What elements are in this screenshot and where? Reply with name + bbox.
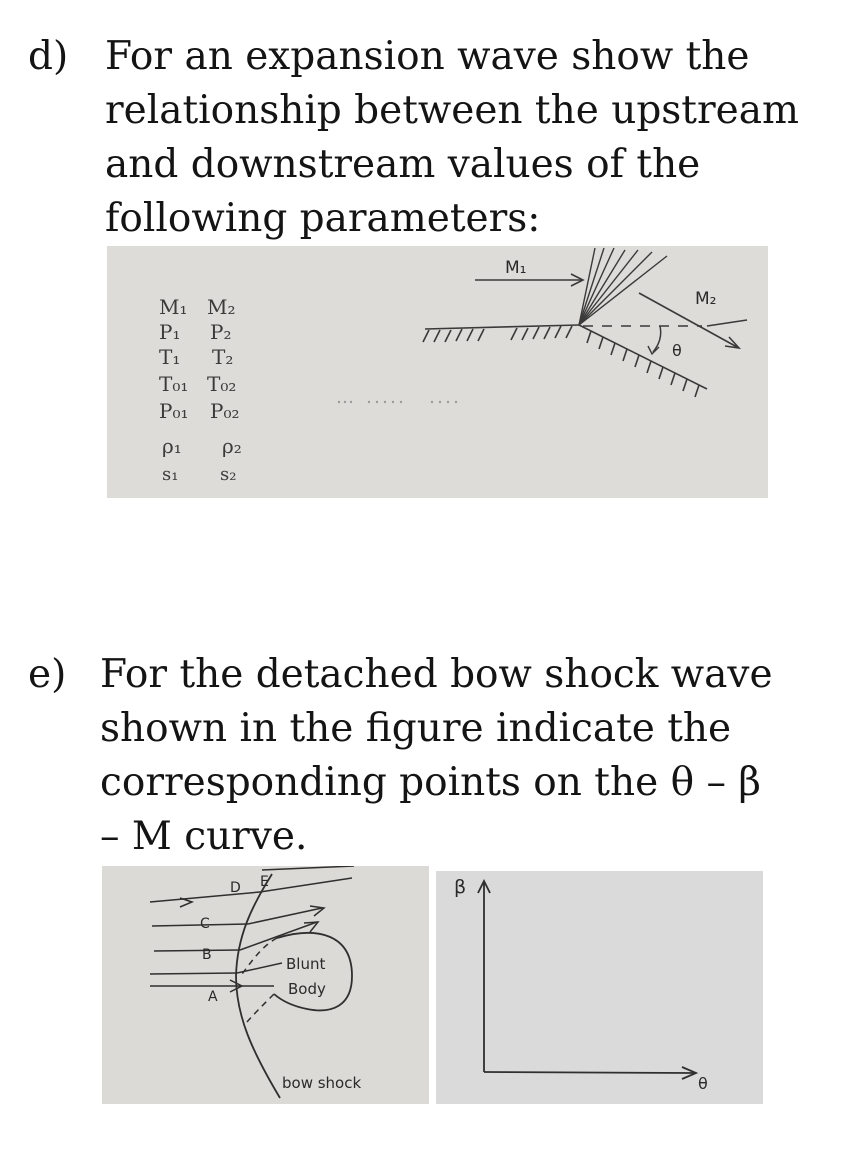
theta-label: θ [672,341,682,360]
param-upstream: s₁ [162,464,179,485]
param-upstream: T₁ [159,345,181,369]
sonic-line [247,994,274,1022]
downstream-arrow [639,293,739,348]
question-d-line: following parameters: [105,196,541,241]
param-upstream: P₁ [159,320,181,344]
expansion-wave-photo [107,246,768,498]
question-d-text [105,30,799,246]
m1-label: M₁ [505,258,527,278]
m2-label: M₂ [695,289,717,309]
question-e-text [100,648,773,864]
angle-arrowhead [648,346,659,354]
expansion-wave-sketch [107,246,768,498]
param-downstream: ρ₂ [222,434,242,458]
param-downstream: T₀₂ [207,372,237,396]
question-e-label: e) [28,652,67,697]
bow-shock-photo [102,866,429,1104]
y-axis-label: β [454,876,467,898]
streamlines [150,866,354,992]
param-upstream: M₁ [159,295,188,319]
m2-tick [707,320,747,326]
question-e-line: corresponding points on the θ – β [100,760,761,805]
param-downstream: M₂ [207,295,236,319]
param-downstream: P₂ [210,320,232,344]
param-upstream: T₀₁ [159,372,189,396]
question-e-line: shown in the figure indicate the [100,706,732,751]
blunt-label: Blunt [286,955,326,973]
angle-arc [653,326,661,352]
param-downstream: P₀₂ [210,399,240,423]
question-d-line: For an expansion wave show the [105,34,750,79]
point-c-label: C [200,916,210,932]
axes-lines [478,881,696,1079]
question-d-line: relationship between the upstream [105,88,799,133]
point-d-label: D [230,880,241,896]
theta-beta-axes-photo [436,871,763,1104]
point-b-label: B [202,947,212,963]
bow-shock-sketch [102,866,429,1104]
faint-dots [338,401,457,403]
point-a-label: A [208,989,218,1005]
param-upstream: ρ₁ [162,434,182,458]
parameter-table [159,295,242,485]
question-e-line: For the detached bow shock wave [100,652,773,697]
param-downstream: T₂ [212,345,234,369]
theta-beta-axes [436,871,763,1104]
expansion-fan [579,248,667,325]
param-downstream: s₂ [220,464,237,485]
point-e-label: E [260,874,269,890]
param-upstream: P₀₁ [159,399,189,423]
x-axis-label: θ [698,1074,708,1093]
question-d-label: d) [28,34,69,79]
body-label: Body [288,980,326,998]
question-e-line: – M curve. [100,814,308,859]
upstream-arrow [475,274,583,286]
question-d-line: and downstream values of the [105,142,701,187]
bow-shock-label: bow shock [282,1074,362,1092]
wall [423,325,707,397]
